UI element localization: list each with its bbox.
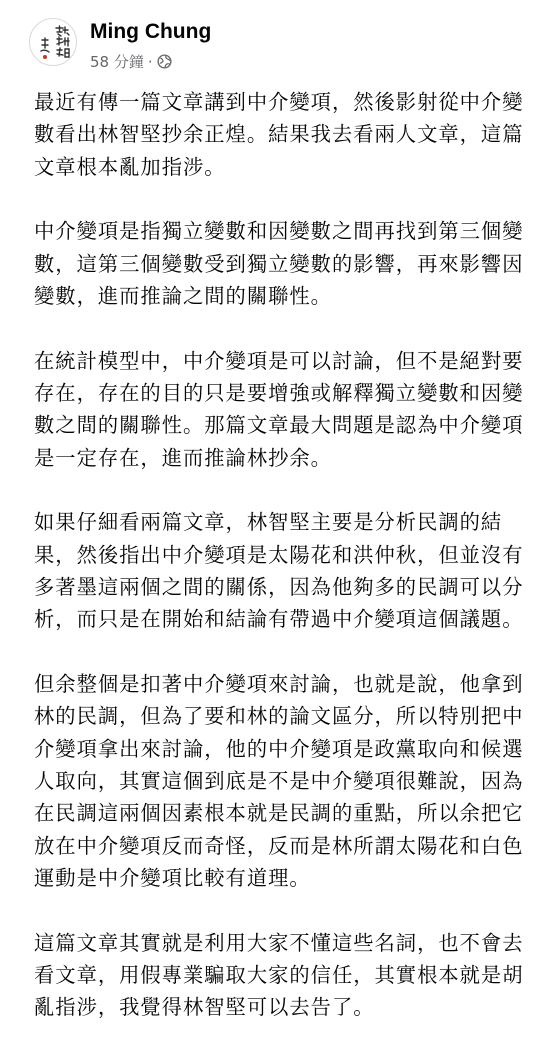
post-body	[34, 86, 524, 1056]
calligraphy-logo	[30, 19, 77, 66]
avatar[interactable]	[29, 18, 77, 66]
post-paragraph: 在統計模型中，中介變項是可以討論，但不是絕對要存在，存在的目的只是要增強或解釋獨立變數和因變數之間的關聯性。那篇文章最大問題是認為中介變項是一定存在，進而推論林抄余。	[34, 348, 524, 470]
post-meta	[90, 51, 172, 72]
post-paragraph: 但余整個是扣著中介變項來討論，也就是說，他拿到林的民調，但為了要和林的論文區分，所以特別把中介變項拿出來討論，他的中介變項是政黨取向和候選人取向，其實這個到底是不是中介變項很難說，因為在民調這兩個因素根本就是民調的重點，所以余把它放在中介變項反而奇怪，反而是林所謂太陽花和白色運動是中介變項比較有道理。	[34, 672, 524, 890]
post-paragraph: 中介變項是指獨立變數和因變數之間再找到第三個變數，這第三個變數受到獨立變數的影響，再來影響因變數，進而推論之間的關聯性。	[34, 219, 524, 308]
post-paragraph: 這篇文章其實就是利用大家不懂這些名詞，也不會去看文章，用假專業騙取大家的信任，其實根本就是胡亂指涉，我覺得林智堅可以去告了。	[34, 930, 524, 1020]
author-name[interactable]: Ming Chung	[90, 20, 212, 43]
meta-separator: ·	[147, 52, 153, 71]
globe-icon	[157, 54, 172, 69]
post-time[interactable]: 58 分鐘	[90, 53, 144, 71]
post-paragraph: 如果仔細看兩篇文章，林智堅主要是分析民調的結果，然後指出中介變項是太陽花和洪仲秋，但並沒有多著墨這兩個之間的關係，因為他夠多的民調可以分析，而只是在開始和結論有帶過中介變項這個議題。	[34, 510, 524, 632]
post-paragraph: 最近有傳一篇文章講到中介變項，然後影射從中介變數看出林智堅抄余正煌。結果我去看兩人文章，這篇文章根本亂加指涉。	[34, 90, 524, 179]
post-header	[0, 0, 553, 85]
